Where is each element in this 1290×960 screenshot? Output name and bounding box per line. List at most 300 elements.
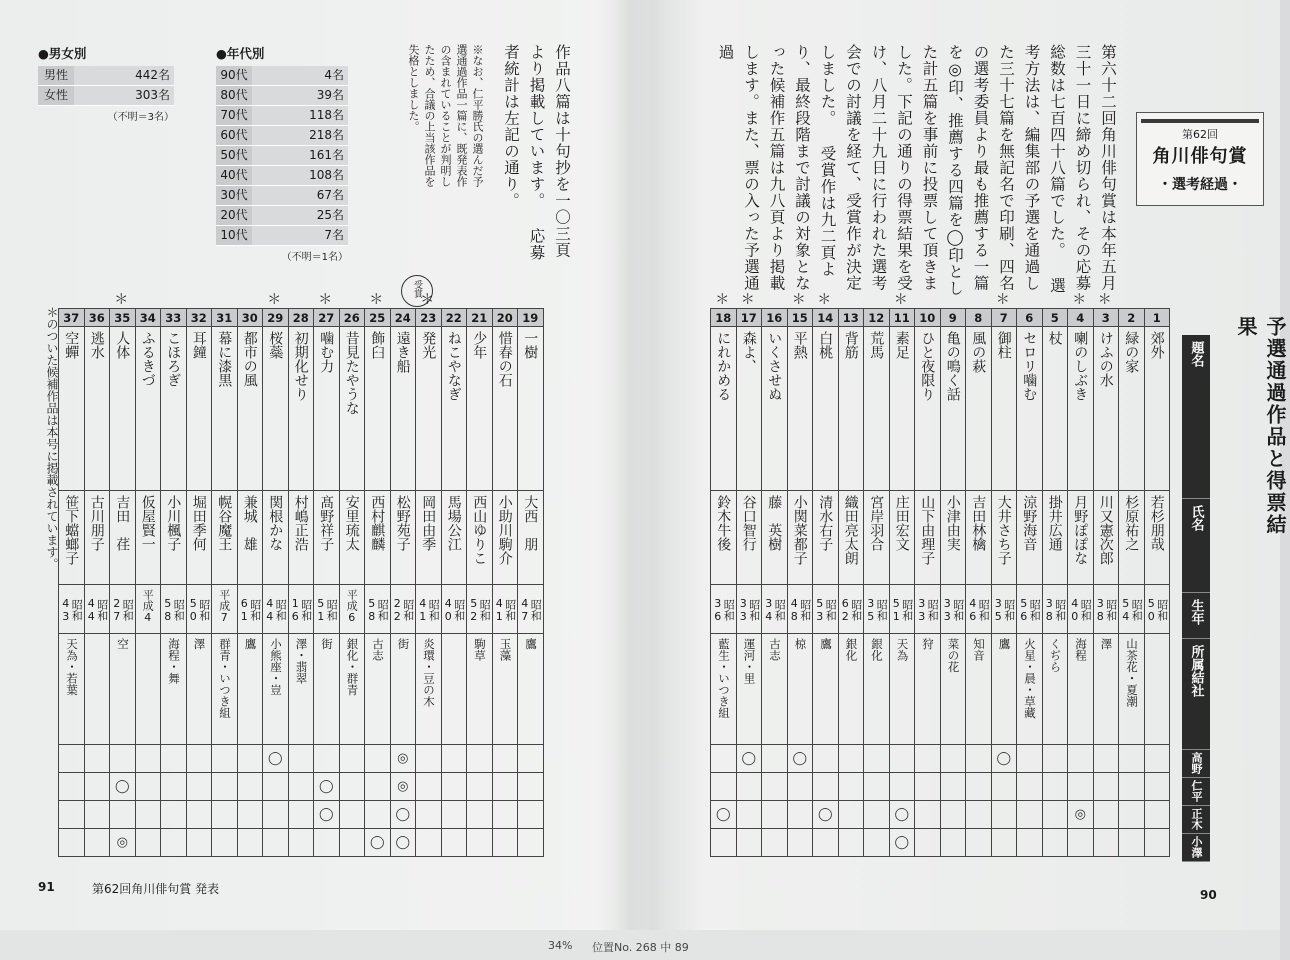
birth-year-text: 昭和33 [915, 596, 940, 623]
vote-cell [966, 829, 992, 857]
vote-cell [1093, 801, 1119, 829]
vote-cell [915, 773, 941, 801]
author-name [263, 491, 289, 585]
author-name-text: 西山ゆりこ [471, 495, 488, 565]
work-number: 10 [915, 309, 941, 327]
work-title [416, 327, 442, 491]
vote-cell [711, 745, 737, 773]
work-title-text: けふの水 [1097, 331, 1114, 387]
author-name [966, 491, 992, 585]
author-name [762, 491, 788, 585]
author-name [518, 491, 544, 585]
affiliation-text: くぢら [1048, 638, 1063, 673]
work-number: 7 [991, 309, 1017, 327]
affiliation-text: 藍生・いつき組 [717, 638, 731, 719]
affiliation [161, 634, 187, 745]
affiliation-text: 銀化 [844, 638, 859, 661]
work-title-text: 空蟬 [63, 331, 80, 359]
birth-year-text: 昭和50 [186, 596, 211, 623]
award-mark: 受賞 [401, 275, 433, 307]
author-name-text: 小津由実 [944, 495, 961, 551]
work-title [736, 327, 762, 491]
work-number: 22 [441, 309, 467, 327]
birth-year-text: 昭和40 [1068, 596, 1093, 623]
affiliation-text: 鷹 [819, 638, 833, 650]
affiliation-text: 澤 [1099, 638, 1114, 650]
affiliation-text: 山茶花・夏潮 [1125, 638, 1139, 707]
vote-cell [237, 745, 263, 773]
affiliation-text: 玉藻 [498, 638, 513, 661]
work-title-text: セロリ噛む [1021, 331, 1038, 401]
vote-cell [940, 829, 966, 857]
author-name-text: 庄田宏文 [893, 495, 910, 551]
vote-cell [365, 745, 391, 773]
award-name: 角川俳句賞 [1152, 146, 1248, 167]
work-title-text: 惜春の石 [496, 331, 513, 387]
vote-cell [314, 829, 340, 857]
work-number: 19 [518, 309, 544, 327]
birth-year-text: 昭和52 [467, 596, 492, 623]
birth-year [838, 585, 864, 634]
vote-cell [441, 745, 467, 773]
work-number: 28 [288, 309, 314, 327]
stat-row [216, 226, 348, 246]
author-name [492, 491, 518, 585]
birth-year-text: 昭和46 [966, 596, 991, 623]
vote-cell [1017, 801, 1043, 829]
vote-cell [135, 829, 161, 857]
affiliation [966, 634, 992, 745]
award-subtitle: ・選考経過・ [1158, 177, 1242, 193]
candidate-asterisk: ＊ [1097, 292, 1112, 308]
affiliation [1144, 634, 1170, 745]
gender-heading: ●男女別 [38, 46, 87, 61]
author-name-text: 松野苑子 [394, 495, 411, 551]
vote-cell [492, 745, 518, 773]
vote-cell [288, 745, 314, 773]
author-name [1017, 491, 1043, 585]
vote-cell [84, 829, 110, 857]
birth-year [1093, 585, 1119, 634]
work-title-text: 一樹 [522, 331, 539, 359]
candidate-asterisk: ＊ [1072, 292, 1087, 308]
vote-cell [135, 773, 161, 801]
vote-cell [416, 801, 442, 829]
vote-cell [762, 745, 788, 773]
affiliation [518, 634, 544, 745]
birth-year [237, 585, 263, 634]
header-judge-2: 仁平 [1182, 778, 1210, 806]
work-number: 20 [492, 309, 518, 327]
birth-year [787, 585, 813, 634]
work-title-text: 逃水 [88, 331, 105, 359]
birth-year [288, 585, 314, 634]
work-number: 3 [1093, 309, 1119, 327]
vote-cell [762, 801, 788, 829]
affiliation [314, 634, 340, 745]
vote-cell: ◯ [390, 801, 416, 829]
author-name-text: 山下由理子 [919, 495, 936, 565]
vote-cell [84, 745, 110, 773]
author-name-text: 杉原祐之 [1123, 495, 1140, 551]
vote-cell [110, 745, 136, 773]
birth-year [492, 585, 518, 634]
stat-label: 女性 [38, 86, 74, 105]
birth-year [864, 585, 890, 634]
author-name [186, 491, 212, 585]
results-table-left [58, 308, 544, 857]
vote-cell [492, 829, 518, 857]
affiliation [889, 634, 915, 745]
vote-cell [263, 773, 289, 801]
work-title [1068, 327, 1094, 491]
work-title-text: 杖 [1046, 331, 1063, 345]
birth-year-text: 昭和51 [314, 596, 339, 623]
vote-cell [518, 745, 544, 773]
work-title [1119, 327, 1145, 491]
author-name [864, 491, 890, 585]
vote-cell [864, 829, 890, 857]
vote-cell [212, 829, 238, 857]
birth-year [84, 585, 110, 634]
vote-cell [416, 829, 442, 857]
affiliation [838, 634, 864, 745]
birth-year-text: 昭和50 [1144, 596, 1169, 623]
affiliation-text: 知音 [972, 638, 986, 661]
work-number: 23 [416, 309, 442, 327]
work-title [1042, 327, 1068, 491]
work-title-text: こほろぎ [165, 331, 182, 387]
vote-cell [813, 773, 839, 801]
author-name-text: 仮屋賢一 [139, 495, 156, 551]
vote-cell [59, 829, 85, 857]
stat-label: 70代 [216, 106, 252, 125]
birth-year-text: 昭和58 [161, 596, 186, 623]
work-title [467, 327, 493, 491]
birth-year [991, 585, 1017, 634]
work-number: 26 [339, 309, 365, 327]
affiliation [864, 634, 890, 745]
work-title [237, 327, 263, 491]
vote-cell [161, 773, 187, 801]
birth-year [467, 585, 493, 634]
vote-cell [186, 829, 212, 857]
vote-cell [838, 801, 864, 829]
vote-cell [161, 801, 187, 829]
vote-cell [467, 773, 493, 801]
work-title-text: 発光 [420, 331, 437, 359]
work-number: 13 [838, 309, 864, 327]
vote-cell: ◯ [390, 829, 416, 857]
work-number: 32 [186, 309, 212, 327]
location-indicator[interactable]: 位置No. 268 中 89 [592, 941, 689, 954]
vote-cell [1068, 773, 1094, 801]
birth-year [762, 585, 788, 634]
birth-year [1144, 585, 1170, 634]
candidate-asterisk: ＊ [715, 292, 730, 308]
left-page-number: 91 [38, 880, 55, 894]
birth-year [59, 585, 85, 634]
birth-year-text: 昭和33 [736, 596, 761, 623]
affiliation-text: 古志 [768, 638, 782, 661]
vote-cell [263, 829, 289, 857]
affiliation [365, 634, 391, 745]
vote-cell [365, 801, 391, 829]
book-spine [598, 0, 668, 930]
vote-row [59, 801, 544, 829]
author-name-text: 小関菜都子 [791, 495, 808, 565]
vote-cell [441, 801, 467, 829]
stat-label: 30代 [216, 186, 252, 205]
work-number: 1 [1144, 309, 1170, 327]
vote-cell [864, 773, 890, 801]
table-row [59, 309, 544, 327]
author-name [314, 491, 340, 585]
stat-value: 67名 [252, 186, 348, 205]
edition-label: 第62回 [1182, 128, 1218, 141]
vote-cell [838, 829, 864, 857]
birth-year [110, 585, 136, 634]
birth-year [813, 585, 839, 634]
vote-cell [518, 801, 544, 829]
work-number: 4 [1068, 309, 1094, 327]
vote-cell [467, 829, 493, 857]
work-title-text: 森よ、 [740, 331, 757, 373]
affiliation-text: 駒草 [473, 638, 487, 661]
author-name-text: 古川朋子 [88, 495, 105, 551]
vote-cell [940, 801, 966, 829]
affiliation-text: 鷹 [243, 638, 258, 650]
work-number: 36 [84, 309, 110, 327]
affiliation-text: 群青・いつき組 [218, 638, 232, 719]
work-title [314, 327, 340, 491]
work-title-text: 亀の鳴く話 [944, 331, 961, 401]
affiliation [59, 634, 85, 745]
birth-year [711, 585, 737, 634]
birth-year-text: 昭和61 [237, 596, 262, 623]
work-title-text: 人体 [114, 331, 131, 359]
vote-cell: ◯ [314, 801, 340, 829]
vote-cell [186, 801, 212, 829]
affiliation [1068, 634, 1094, 745]
vote-cell [263, 801, 289, 829]
work-number: 27 [314, 309, 340, 327]
stat-label: 90代 [216, 66, 252, 85]
excerpt-note: 作品八篇は十句抄を一〇三頁より掲載しています。 応募者統計は左記の通り。 [502, 44, 571, 261]
vote-cell [288, 829, 314, 857]
author-name [390, 491, 416, 585]
vote-cell [365, 773, 391, 801]
candidate-asterisk: ＊ [318, 292, 333, 308]
vote-cell [864, 745, 890, 773]
stat-label: 20代 [216, 206, 252, 225]
affiliation-text: 海程・舞 [167, 638, 181, 684]
vote-cell [1042, 829, 1068, 857]
asterisk-footnote: ＊のついた候補作品は本号に掲載されています。 [45, 306, 59, 570]
stat-row [216, 166, 348, 186]
work-title [762, 327, 788, 491]
author-name [110, 491, 136, 585]
vote-cell [135, 745, 161, 773]
birth-year-text: 平成7 [217, 589, 231, 624]
work-title [813, 327, 839, 491]
work-title [1144, 327, 1170, 491]
birth-year [263, 585, 289, 634]
vote-cell [1017, 773, 1043, 801]
stat-value: 218名 [252, 126, 348, 145]
affiliation-text: 海程 [1074, 638, 1088, 661]
work-title-text: 耳鐘 [190, 331, 207, 359]
author-name [1144, 491, 1170, 585]
birth-year [915, 585, 941, 634]
author-name-text: 掛井広通 [1046, 495, 1063, 551]
vote-cell [1042, 801, 1068, 829]
affiliation-text: 街 [320, 638, 334, 650]
birth-year-text: 昭和35 [991, 596, 1016, 623]
stat-value: 442名 [74, 66, 174, 85]
vote-cell [59, 801, 85, 829]
header-year: 生年 [1182, 593, 1210, 639]
author-name-text: 織田亮太朗 [842, 495, 859, 565]
header-judge-4: 小澤 [1182, 834, 1210, 862]
vote-cell [84, 801, 110, 829]
vote-cell: ◯ [711, 801, 737, 829]
stat-label: 男性 [38, 66, 74, 85]
stat-label: 10代 [216, 226, 252, 245]
vote-cell: ◎ [390, 773, 416, 801]
stat-value: 161名 [252, 146, 348, 165]
author-name [889, 491, 915, 585]
birth-year [940, 585, 966, 634]
work-title [84, 327, 110, 491]
affiliation [263, 634, 289, 745]
work-title-text: 素足 [893, 331, 910, 359]
affiliation [1119, 634, 1145, 745]
vote-cell [736, 773, 762, 801]
vote-cell [1093, 745, 1119, 773]
work-title [263, 327, 289, 491]
birth-year-text: 昭和43 [59, 596, 84, 623]
work-title [161, 327, 187, 491]
affiliation [915, 634, 941, 745]
birth-year [390, 585, 416, 634]
birth-year [518, 585, 544, 634]
work-title-text: 少年 [471, 331, 488, 359]
table-row [59, 585, 544, 634]
affiliation-text: 炎環・豆の木 [422, 638, 436, 707]
birth-year-text: 昭和34 [762, 596, 787, 623]
birth-year [186, 585, 212, 634]
stat-row [216, 146, 348, 166]
vote-cell [1144, 801, 1170, 829]
affiliation [762, 634, 788, 745]
work-title-text: 荒馬 [868, 331, 885, 359]
affiliation [711, 634, 737, 745]
author-name-text: 大井さち子 [995, 495, 1012, 565]
author-name [288, 491, 314, 585]
author-name-text: 大西 朋 [522, 495, 539, 551]
birth-year-text: 昭和54 [1119, 596, 1144, 623]
author-name-text: 小助川駒介 [496, 495, 513, 565]
work-number: 16 [762, 309, 788, 327]
work-title [787, 327, 813, 491]
birth-year-text: 平成4 [141, 589, 155, 624]
work-title [441, 327, 467, 491]
affiliation [135, 634, 161, 745]
vote-cell [1093, 773, 1119, 801]
vote-cell [212, 773, 238, 801]
stat-row [38, 86, 174, 106]
work-title-text: 平熱 [791, 331, 808, 359]
stat-row [216, 126, 348, 146]
vote-cell [1144, 829, 1170, 857]
vote-cell: ◯ [314, 773, 340, 801]
affiliation [940, 634, 966, 745]
work-title [339, 327, 365, 491]
stat-label: 50代 [216, 146, 252, 165]
vote-cell [492, 801, 518, 829]
work-title-text: ねこやなぎ [445, 331, 462, 401]
work-number: 34 [135, 309, 161, 327]
candidate-asterisk: ＊ [740, 292, 755, 308]
vote-cell [762, 829, 788, 857]
work-title-text: 都市の風 [241, 331, 258, 387]
author-name-text: 月野ぽぽな [1072, 495, 1089, 565]
vote-cell: ◯ [263, 745, 289, 773]
work-title [915, 327, 941, 491]
birth-year-text: 昭和38 [1042, 596, 1067, 623]
vote-cell [787, 773, 813, 801]
work-title [940, 327, 966, 491]
author-name [1068, 491, 1094, 585]
author-name [59, 491, 85, 585]
work-title [1017, 327, 1043, 491]
author-name-text: 小川楓子 [165, 495, 182, 551]
work-title-text: 風の萩 [970, 331, 987, 373]
affiliation-text: 運河・里 [742, 638, 757, 684]
vote-cell [518, 773, 544, 801]
birth-year-text: 昭和44 [84, 596, 109, 623]
birth-year-text: 昭和36 [711, 596, 736, 623]
vote-cell [966, 745, 992, 773]
vote-cell [237, 773, 263, 801]
affiliation-text: 街 [396, 638, 411, 650]
results-table-right [710, 308, 1170, 857]
work-title-text: 背筋 [842, 331, 859, 359]
vote-cell: ◎ [1068, 801, 1094, 829]
work-number: 25 [365, 309, 391, 327]
vote-cell: ◯ [813, 801, 839, 829]
author-name-text: 岡田由季 [420, 495, 437, 551]
vote-cell: ◯ [889, 801, 915, 829]
vote-row [711, 773, 1170, 801]
vote-cell [314, 745, 340, 773]
vote-cell [991, 801, 1017, 829]
table-row [59, 491, 544, 585]
vote-cell [915, 745, 941, 773]
vote-cell [1042, 745, 1068, 773]
header-judge-1: 高野 [1182, 750, 1210, 778]
vote-cell [915, 801, 941, 829]
affiliation-text: 狩 [921, 638, 935, 650]
stat-row [38, 66, 174, 86]
vote-cell: ◎ [110, 829, 136, 857]
vote-cell: ◯ [889, 829, 915, 857]
table-row [711, 585, 1170, 634]
award-title-box [1136, 112, 1264, 206]
birth-year-text: 昭和41 [416, 596, 441, 623]
work-title-text: 緑の家 [1123, 331, 1140, 373]
